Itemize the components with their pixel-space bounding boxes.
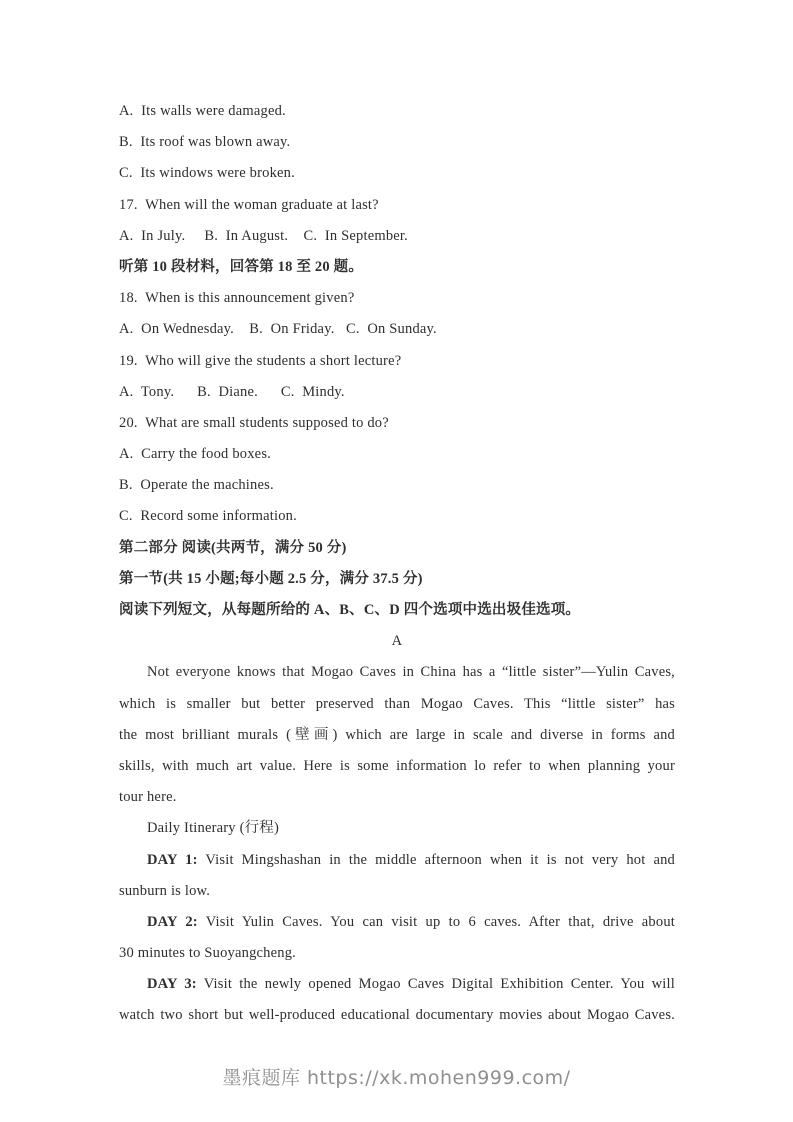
- question-20-option-a: A. Carry the food boxes.: [119, 446, 271, 463]
- day3-line-1: [119, 969, 675, 1000]
- question-17-options: A. In July. B. In August. C. In September.: [119, 227, 408, 244]
- day3-line-1-prefix: DAY 3:: [147, 976, 197, 993]
- day1-line-2: sunburn is low.: [119, 882, 211, 899]
- day3-line-1-text: Visit the newly opened Mogao Caves Digital Exhibition Center. You will: [196, 976, 675, 993]
- day2-line-1-prefix: DAY 2:: [147, 913, 198, 930]
- option-its-roof: B. Its roof was blown away.: [119, 134, 291, 151]
- question-17: 17. When will the woman graduate at last?: [119, 196, 379, 213]
- day2-line-2: 30 minutes to Suoyangcheng.: [119, 945, 296, 962]
- itinerary-heading: Daily Itinerary (行程): [147, 820, 280, 837]
- day1-line-1-prefix: DAY 1:: [147, 851, 198, 868]
- question-19: 19. Who will give the students a short lecture?: [119, 352, 402, 369]
- passage-line-2: which is smaller but better preserved than Mogao Caves. This “little sister” has: [119, 695, 675, 712]
- option-its-windows: C. Its windows were broken.: [119, 165, 295, 182]
- day1-line-1: [119, 845, 675, 876]
- question-19-options: A. Tony. B. Diane. C. Mindy.: [119, 383, 345, 400]
- passage-line-4: skills, with much art value. Here is some information lo refer to when planning your: [119, 757, 675, 774]
- option-its-walls: A. Its walls were damaged.: [119, 103, 286, 119]
- part2-heading: 第二部分 阅读(共两节，满分 50 分): [119, 539, 347, 556]
- page-footer: [0, 1064, 793, 1092]
- passage-line-3: the most brilliant murals (壁画) which are large in scale and diverse in forms and: [119, 726, 675, 743]
- day1-line-1-text: Visit Mingshashan in the middle afternoon when it is not very hot and: [197, 851, 675, 868]
- question-18-options: A. On Wednesday. B. On Friday. C. On Sunday.: [119, 321, 437, 338]
- footer-watermark: 墨痕题库 https://xk.mohen999.com/: [222, 1067, 571, 1089]
- question-20-option-c: C. Record some information.: [119, 508, 297, 525]
- section1-heading: 第一节(共 15 小题;每小题 2.5 分，满分 37.5 分): [119, 570, 423, 587]
- day3-line-2: watch two short but well-produced educational documentary movies about Mogao Caves.: [119, 1007, 675, 1024]
- day2-line-1: [119, 907, 675, 938]
- question-20-option-b: B. Operate the machines.: [119, 477, 274, 494]
- question-18: 18. When is this announcement given?: [119, 290, 355, 307]
- exam-text-content: [119, 96, 675, 1032]
- passage-line-5: tour here.: [119, 789, 177, 806]
- reading-instruction: 阅读下列短文，从每题所给的 A、B、C、D 四个选项中选出圾佳选项。: [119, 602, 581, 618]
- question-20: 20. What are small students supposed to do?: [119, 414, 389, 431]
- day2-line-1-text: Visit Yulin Caves. You can visit up to 6 caves. After that, drive about: [197, 913, 675, 930]
- listening-section-18-20: 听第 10 段材料，回答第 18 至 20 题。: [119, 258, 364, 275]
- passage-line-1: Not everyone knows that Mogao Caves in China has a “little sister”—Yulin Caves,: [147, 664, 675, 681]
- passage-label: A: [391, 633, 403, 650]
